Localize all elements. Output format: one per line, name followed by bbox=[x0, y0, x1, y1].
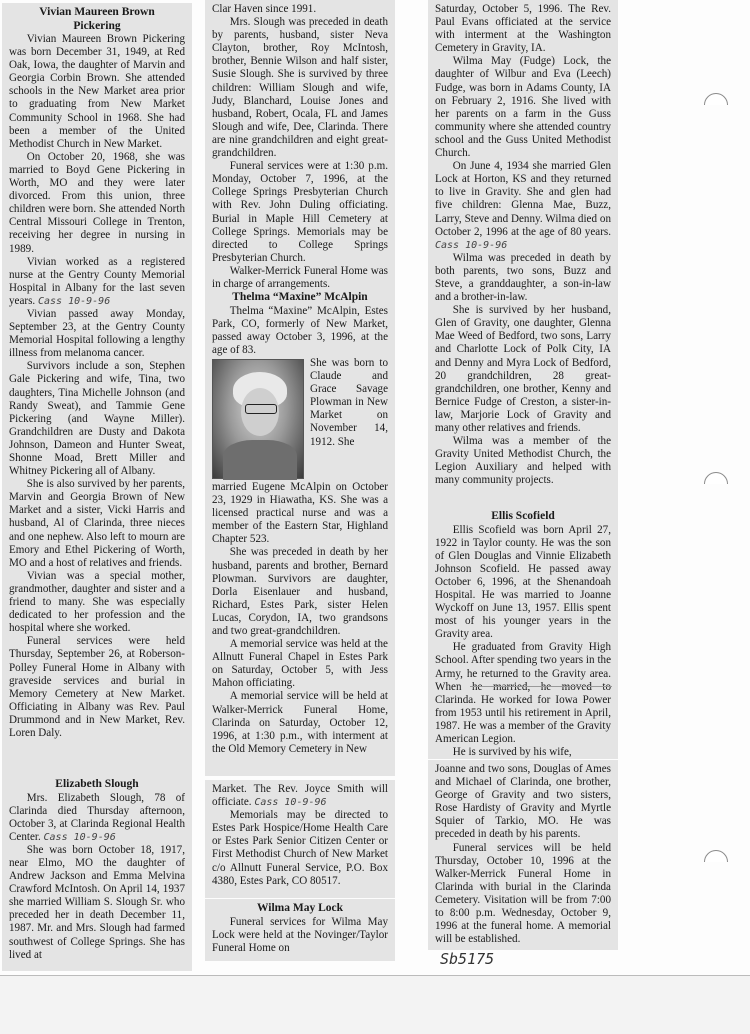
handwritten-note: Cass 10-9-96 bbox=[254, 797, 327, 809]
obituary-title: Wilma May Lock bbox=[256, 902, 344, 914]
obituary-paragraph: Funeral services will be held Thursday, October 10, 1996 at the Walker-Merrick Funeral Home in Clarinda with burial in the Clarinda Cemetery. Visitation will be from 7:00 to 8:00 p.m. Wednesday, October 9, 1996 at the funeral home. A memorial will be established. bbox=[435, 841, 611, 946]
binder-hole bbox=[704, 850, 728, 874]
strikethrough-line bbox=[470, 686, 612, 687]
handwritten-note: Cass 10-9-96 bbox=[43, 831, 116, 843]
obituary-paragraph: A memorial service will be held at Walker-Merrick Funeral Home, Clarinda on Saturday, October 12, 1996, at 1:30 p.m., with interment at the Old Memory Cemetery in New bbox=[212, 690, 388, 755]
obituary-text: Market. The Rev. Joyce Smith will officiate. bbox=[212, 783, 388, 809]
obituary-ellis-scofield bbox=[428, 507, 618, 759]
obituary-title: Elizabeth Slough bbox=[55, 778, 139, 790]
obituary-paragraph: Clar Haven since 1991. bbox=[212, 3, 317, 15]
obituary-paragraph bbox=[212, 783, 388, 809]
obituary-paragraph: Wilma was a member of the Gravity United Methodist Church, the Legion Auxiliary and helped with many community projects. bbox=[435, 435, 611, 487]
obituary-paragraph: Wilma was preceded in death by both parents, two sons, Buzz and Steve, a granddaughter, a son-in-law and a brother-in-law. bbox=[435, 251, 611, 304]
obituary-text: On June 4, 1934 she married Glen Lock at Horton, KS and they returned to live in Gravity. She and glen had five children: Glenna Mae, Buzz, Larry, Steve and Denny. Wilma died on October 2, 1996 at the age of 80 years. bbox=[435, 160, 611, 238]
obituary-wilma-lock-start bbox=[205, 899, 395, 961]
obituary-paragraph: Vivian was a special mother, grandmother, daughter and sister and a friend to many. She was especially dedicated to her profession and the hospital where she worked. bbox=[9, 569, 185, 635]
obituary-paragraph: Funeral services for Wilma May Lock were held at the Novinger/Taylor Funeral Home on bbox=[212, 915, 388, 954]
page-footer-margin bbox=[0, 975, 750, 1034]
page-number: Sb5175 bbox=[440, 950, 495, 968]
obituary-paragraph: A memorial service was held at the Allnutt Funeral Chapel in Estes Park on Saturday, October 5, with Jess Mahon officiating. bbox=[212, 638, 388, 690]
obituary-title: Thelma “Maxine” McAlpin bbox=[232, 291, 368, 304]
obituary-thelma-mcalpin bbox=[205, 0, 395, 776]
obituary-paragraph bbox=[435, 160, 611, 252]
obituary-paragraph: Thelma “Maxine” McAlpin, Estes Park, CO, formerly of New Market, passed away October 3, 1996, at the age of 83. bbox=[212, 304, 388, 356]
obituary-paragraph: He is survived by his wife, bbox=[452, 746, 572, 759]
obituary-text: Mrs. Elizabeth Slough, 78 of Clarinda died Thursday afternoon, October 3, at Clarinda Regional Health Center. bbox=[9, 791, 185, 843]
obituary-paragraph: Funeral services were at 1:30 p.m. Monday, October 7, 1996, at the College Springs Presbyterian Church with Rev. John Duling officiating. Burial in Maple Hill Cemetery at College Springs. Memorials may be directed to College Springs Presbyterian Church. bbox=[212, 160, 388, 264]
obituary-paragraph: She is survived by her husband, Glen of Gravity, one daughter, Glenna Mae Weed of Bedford, two sons, Larry and Charlotte Lock of Polk City, IA and Denny and Myra Lock of Bedford, 20 grandchildren, 28 great-grandchildren, one brother, Kenny and Bernice Fudge of Creston, a sister-in-law, Marjorie Lock of Gravity and many other relatives and friends. bbox=[435, 304, 611, 434]
obituary-paragraph: On October 20, 1968, she was married to Boyd Gene Pickering in Worth, MO and they were later divorced. From this union, three children were born. She attended North Central Missouri College in Trenton, receiving her degree in nursing in 1989. bbox=[9, 150, 185, 255]
obituary-paragraph bbox=[9, 792, 185, 844]
obituary-paragraph: Survivors include a son, Stephen Gale Pickering and wife, Tina, two daughters, Tina Michelle Johnson (and Randy Sweat), and Tammie Gene Pickering (and Wayne Miller). Grandchildren are Dusty and Dakota Johnson, Dameon and Hunter Sweat, Shonne Moad, Brett Miller and Whitney Pickering all of Albany. bbox=[9, 360, 185, 478]
obituary-title: Ellis Scofield bbox=[491, 510, 555, 522]
binder-hole bbox=[704, 93, 728, 117]
handwritten-note: Cass 10-9-96 bbox=[435, 239, 508, 251]
obituary-paragraph: Joanne and two sons, Douglas of Ames and Michael of Clarinda, one brother, George of Gravity and two sisters, Rose Hardisty of Gravity and Myrtle Squier of Tarkio, MO. He was preceded in death by his parents. bbox=[435, 763, 611, 841]
obituary-wilma-lock bbox=[428, 0, 618, 508]
obituary-paragraph: Vivian Maureen Brown Pickering was born December 31, 1949, at Red Oak, Iowa, the daughter of Marvin and Georgia Corbin Brown. She attended schools in the New Market area prior to graduating from New Market Community School in 1968. She had been a member of the United Methodist Church in New Market. bbox=[9, 33, 185, 150]
obituary-paragraph: Ellis Scofield was born April 27, 1922 in Taylor county. He was the son of Glen Douglas and Vinnie Elizabeth Johnson Scofield. He passed away October 6, 1996, at the Shenandoah Hospital. He was married to Joanne Wyckoff on June 13, 1957. Ellis spent most of his younger years in the Gravity area. bbox=[435, 523, 611, 641]
obituary-paragraph: Mrs. Slough was preceded in death by parents, husband, sister Neva Clayton, brother, Roy McIntosh, brother, Bennie Wilson and half sister, Susie Slough. She is survived by three children: William Slough and wife, Judy, Blanchard, Louise Jones and husband, Robert, Ocala, FL and James Slough and wife, Dee, Clarinda. There are nine grandchildren and eight great-grandchildren. bbox=[212, 16, 388, 160]
obituary-subtitle: Pickering bbox=[73, 19, 121, 32]
obituary-paragraph: She was born October 18, 1917, near Elmo, MO the daughter of Andrew Jackson and Emma Melvina Crawford McIntosh. On April 14, 1937 she married William S. Slough Sr. who preceded her in death December 11, 1987. Mr. and Mrs. Slough had farmed southwest of College Springs. She has lived at bbox=[9, 843, 185, 961]
obituary-paragraph: married Eugene McAlpin on October 23, 1929 in Hiawatha, KS. She was a licensed practical nurse and was a member of the Eastern Star, Highland Chapter 523. bbox=[212, 480, 388, 546]
obituary-vivian-pickering bbox=[2, 3, 192, 775]
portrait-photo bbox=[212, 359, 304, 479]
obituary-paragraph: He graduated from Gravity High School. After spending two years in the Army, he returned to the Gravity area. When he married, he moved to Clarinda. He worked for Iowa Power from 1953 until his retirement in April, 1987. He was a member of the Gravity American Legion. bbox=[435, 641, 611, 745]
obituary-thelma-continued bbox=[205, 780, 395, 898]
obituary-elizabeth-slough bbox=[2, 775, 192, 971]
obituary-paragraph: Memorials may be directed to Estes Park Hospice/Home Health Care or Estes Park Senior Citizen Center or First Methodist Church of New Market c/o Allnutt Funeral Service, P.O. Box 4380, Estes Park, CO 80517. bbox=[212, 809, 388, 887]
obituary-paragraph: Walker-Merrick Funeral Home was in charge of arrangements. bbox=[212, 264, 388, 290]
obituary-paragraph: She was born to Claude and Grace Savage Plowman in New Market on November 14, 1912. She bbox=[310, 356, 388, 448]
obituary-text: Vivian worked as a registered nurse at the Gentry County Memorial Hospital in Albany for the last seven years. bbox=[9, 255, 185, 307]
obituary-ellis-continued bbox=[428, 760, 618, 950]
obituary-paragraph: Wilma May (Fudge) Lock, the daughter of Wilbur and Eva (Leech) Fudge, was born in Adams County, IA on February 2, 1916. She lived with her parents on a farm in the Guss community where she attended country school and the Guss United Methodist Church. bbox=[435, 55, 611, 160]
obituary-paragraph: She was preceded in death by her husband, parents and brother, Bernard Plowman. Survivors are daughter, Dorla Eisenlauer and husband, Richard, Estes Park, sister Helen Lucas, Corydon, IA, two grandsons and two great-grandchildren. bbox=[212, 546, 388, 637]
obituary-title: Vivian Maureen Brown bbox=[39, 6, 155, 18]
obituary-paragraph: She is also survived by her parents, Marvin and Georgia Brown of New Market and a sister, Vicki Harris and husband, Al of Clarinda, three nieces and one nephew. Also left to mourn are Emory and Ethel Pickering of Worth, MO and a host of relatives and friends. bbox=[9, 478, 185, 569]
binder-hole bbox=[704, 472, 728, 496]
obituary-paragraph bbox=[9, 256, 185, 308]
obituary-paragraph: Vivian passed away Monday, September 23, at the Gentry County Memorial Hospital following a lengthy illness from melanoma cancer. bbox=[9, 307, 185, 360]
handwritten-note: Cass 10-9-96 bbox=[37, 295, 111, 307]
obituary-paragraph: Funeral services were held Thursday, September 26, at Roberson-Polley Funeral Home in Albany with graveside services and burial in Memory Cemetery at New Market. Officiating in Albany was Rev. Paul Drummond and in New Market, Rev. Loren Daly. bbox=[9, 635, 185, 739]
obituary-paragraph: Saturday, October 5, 1996. The Rev. Paul Evans officiated at the service with interment at the Washington Cemetery in Gravity, IA. bbox=[435, 3, 611, 55]
